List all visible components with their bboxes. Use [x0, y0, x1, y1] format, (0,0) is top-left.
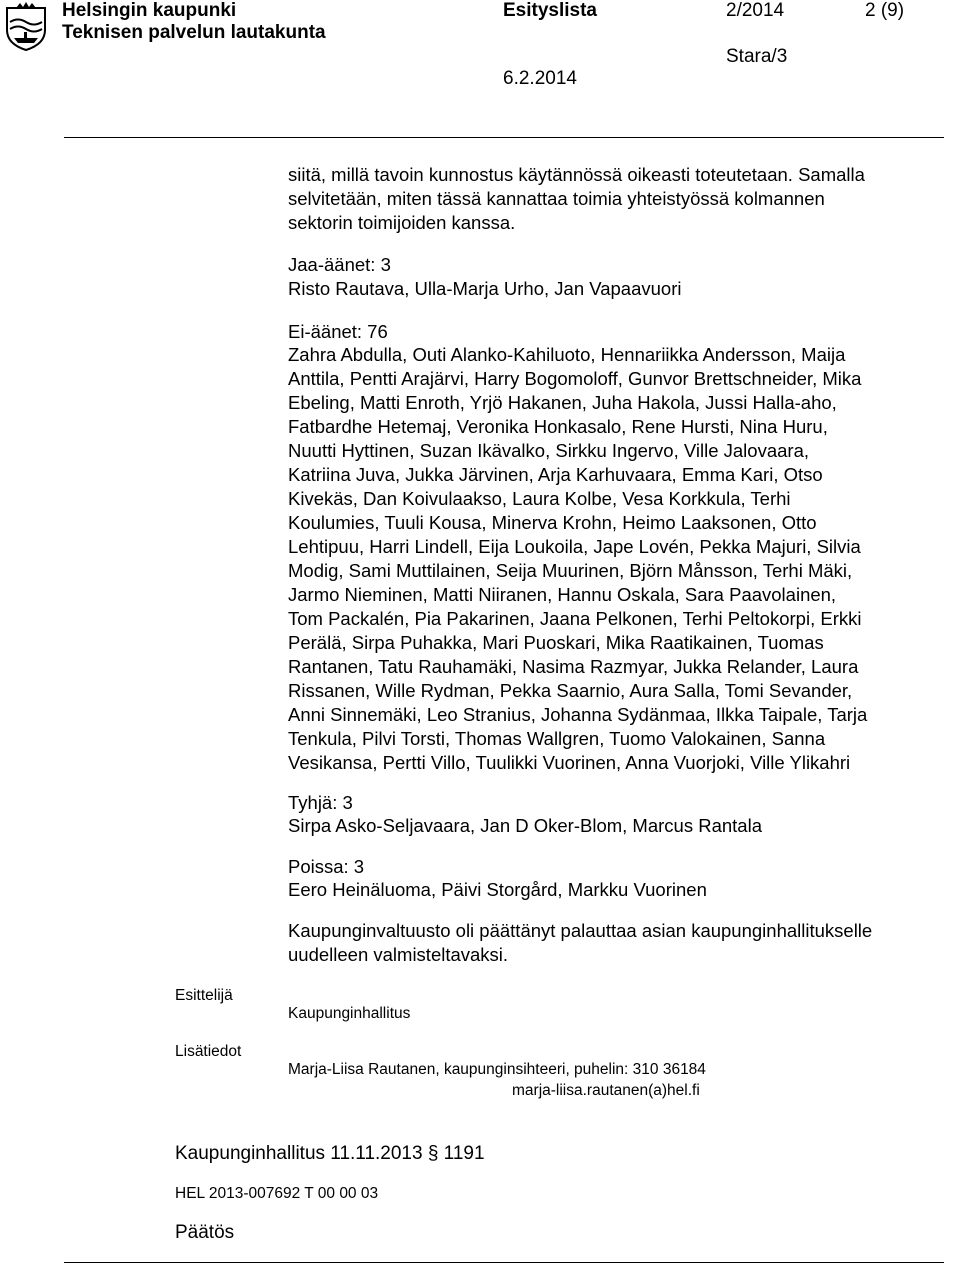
yes-votes-header: Jaa-äänet: 3 — [288, 254, 391, 275]
meeting-date: 6.2.2014 — [503, 68, 577, 89]
footer-divider — [64, 1262, 944, 1263]
intro-line: selvitetään, miten tässä kannattaa toimia yhteistyössä kolmannen — [288, 188, 825, 209]
city-name: Helsingin kaupunki — [62, 0, 237, 21]
no-votes-line: Jarmo Nieminen, Matti Niiranen, Hannu Oskala, Sara Paavolainen, — [288, 584, 837, 605]
no-votes-line: Katriina Juva, Jukka Järvinen, Arja Karhuvaara, Emma Kari, Otso — [288, 464, 823, 485]
intro-line: siitä, millä tavoin kunnostus käytännössä oikeasti toteutetaan. Samalla — [288, 164, 865, 185]
no-votes-line: Modig, Sami Muttilainen, Seija Muurinen, Björn Månsson, Terhi Mäki, — [288, 560, 853, 581]
info-label: Lisätiedot — [175, 1043, 242, 1060]
blank-votes-names: Sirpa Asko-Seljavaara, Jan D Oker-Blom, Marcus Rantala — [288, 815, 762, 836]
no-votes-line: Anttila, Pentti Arajärvi, Harry Bogomoloff, Gunvor Brettschneider, Mika — [288, 368, 862, 389]
page-number: 2 (9) — [865, 0, 905, 21]
no-votes-line: Koulumies, Tuuli Kousa, Minerva Krohn, Heimo Laaksonen, Otto — [288, 512, 817, 533]
no-votes-header: Ei-äänet: 76 — [288, 321, 388, 342]
header-divider — [64, 137, 944, 138]
intro-line: sektorin toimijoiden kanssa. — [288, 212, 516, 233]
section-code: Stara/3 — [726, 46, 788, 67]
no-votes-line: Lehtipuu, Harri Lindell, Eija Loukoila, Jape Lovén, Pekka Majuri, Silvia — [288, 536, 861, 557]
no-votes-line: Vesikansa, Pertti Villo, Tuulikki Vuorinen, Anna Vuorjoki, Ville Ylikahri — [288, 752, 851, 773]
document-number: 2/2014 — [726, 0, 785, 21]
decision-line: Kaupunginvaltuusto oli päättänyt palauttaa asian kaupunginhallitukselle — [288, 920, 873, 941]
case-reference: HEL 2013-007692 T 00 00 03 — [175, 1185, 379, 1202]
info-email: marja-liisa.rautanen(a)hel.fi — [512, 1082, 700, 1099]
meeting-reference: Kaupunginhallitus 11.11.2013 § 1191 — [175, 1143, 485, 1164]
info-value: Marja-Liisa Rautanen, kaupunginsihteeri, puhelin: 310 36184 — [288, 1061, 706, 1078]
no-votes-line: Anni Sinnemäki, Leo Stranius, Johanna Sydänmaa, Ilkka Taipale, Tarja — [288, 704, 868, 725]
presenter-label: Esittelijä — [175, 987, 233, 1004]
board-name: Teknisen palvelun lautakunta — [62, 22, 326, 43]
city-crest-logo — [4, 2, 48, 52]
no-votes-line: Rissanen, Wille Rydman, Pekka Saarnio, Aura Salla, Tomi Sevander, — [288, 680, 853, 701]
no-votes-line: Tom Packalén, Pia Pakarinen, Jaana Pelkonen, Terhi Peltokorpi, Erkki — [288, 608, 862, 629]
no-votes-line: Tenkula, Pilvi Torsti, Thomas Wallgren, Tuomo Valokainen, Sanna — [288, 728, 826, 749]
absent-header: Poissa: 3 — [288, 856, 365, 877]
document-type: Esityslista — [503, 0, 597, 21]
no-votes-line: Zahra Abdulla, Outi Alanko-Kahiluoto, Hennariikka Andersson, Maija — [288, 344, 846, 365]
no-votes-line: Rantanen, Tatu Rauhamäki, Nasima Razmyar, Jukka Relander, Laura — [288, 656, 859, 677]
presenter-value: Kaupunginhallitus — [288, 1005, 411, 1022]
blank-votes-header: Tyhjä: 3 — [288, 792, 353, 813]
no-votes-line: Kivekäs, Dan Koivulaakso, Laura Kolbe, Vesa Korkkula, Terhi — [288, 488, 791, 509]
no-votes-line: Perälä, Sirpa Puhakka, Mari Puoskari, Mika Raatikainen, Tuomas — [288, 632, 824, 653]
decision-heading: Päätös — [175, 1222, 235, 1243]
no-votes-line: Fatbardhe Hetemaj, Veronika Honkasalo, Rene Hursti, Nina Huru, — [288, 416, 828, 437]
yes-votes-names: Risto Rautava, Ulla-Marja Urho, Jan Vapaavuori — [288, 278, 682, 299]
no-votes-line: Nuutti Hyttinen, Suzan Ikävalko, Sirkku Ingervo, Ville Jalovaara, — [288, 440, 809, 461]
decision-line: uudelleen valmisteltavaksi. — [288, 944, 509, 965]
absent-names: Eero Heinäluoma, Päivi Storgård, Markku Vuorinen — [288, 879, 707, 900]
no-votes-line: Ebeling, Matti Enroth, Yrjö Hakanen, Juha Hakola, Jussi Halla-aho, — [288, 392, 837, 413]
